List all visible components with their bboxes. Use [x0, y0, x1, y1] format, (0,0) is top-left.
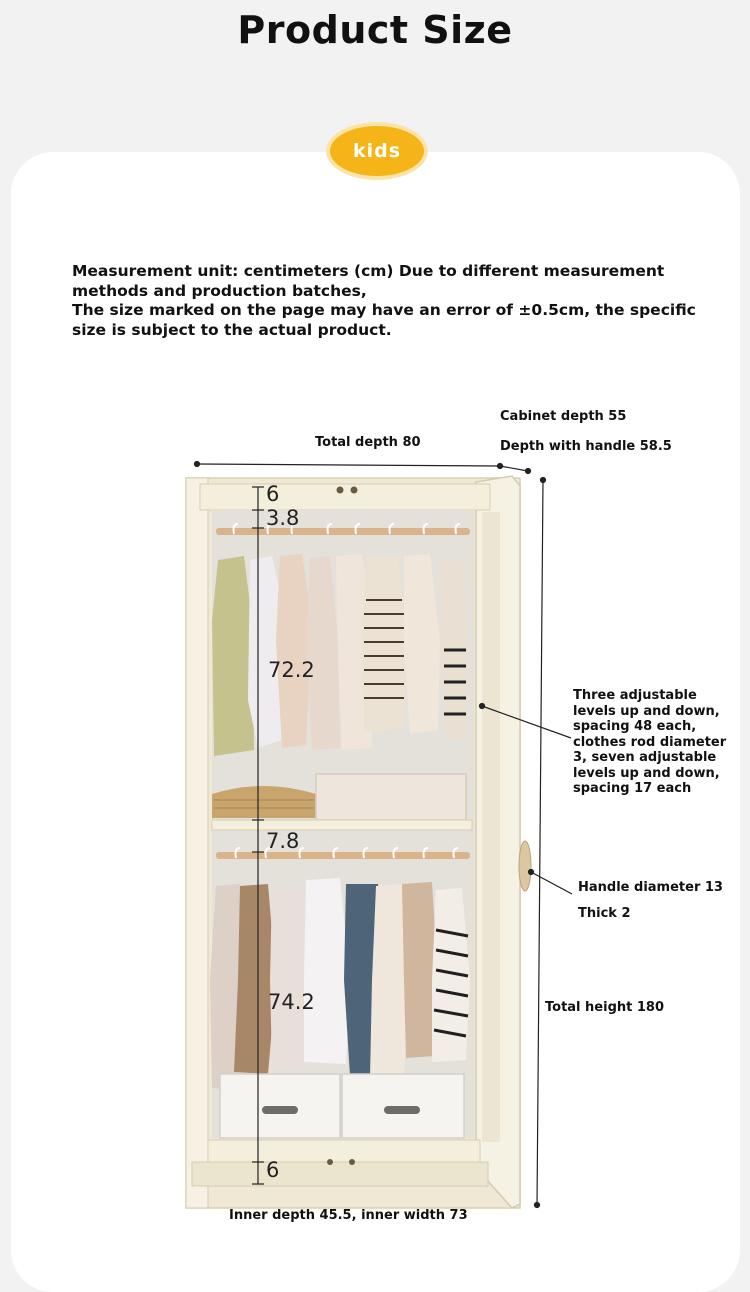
total-height-label: Total height 180: [545, 1000, 665, 1015]
thickness-label: Thick 2: [578, 906, 631, 921]
dim-rod-gap-top: 3.8: [266, 506, 300, 530]
handle-diameter-label: Handle diameter 13: [578, 880, 723, 895]
notice-line-2: The size marked on the page may have an error of ±0.5cm, the specific size is subject to the actual product.: [72, 301, 696, 339]
total-depth-label: Total depth 80: [315, 435, 421, 450]
dim-top-panel: 6: [266, 482, 280, 506]
page-title: Product Size: [237, 8, 513, 52]
cabinet-depth-label: Cabinet depth 55: [500, 409, 627, 424]
notice-line-1: Measurement unit: centimeters (cm) Due to different measurement methods and production batches,: [72, 262, 665, 300]
inner-size-label: Inner depth 45.5, inner width 73: [229, 1208, 468, 1223]
dim-upper-section: 72.2: [268, 658, 315, 682]
kids-badge: kids: [326, 122, 428, 180]
dim-bottom-panel: 6: [266, 1158, 280, 1182]
adjustable-levels-note: Three adjustable levels up and down, spacing 48 each, clothes rod diameter 3, seven adjustable levels up and down, spacing 17 each: [573, 688, 727, 796]
dim-rod-gap-mid: 7.8: [266, 829, 300, 853]
dim-lower-section: 74.2: [268, 990, 315, 1014]
depth-with-handle-label: Depth with handle 58.5: [500, 439, 672, 454]
